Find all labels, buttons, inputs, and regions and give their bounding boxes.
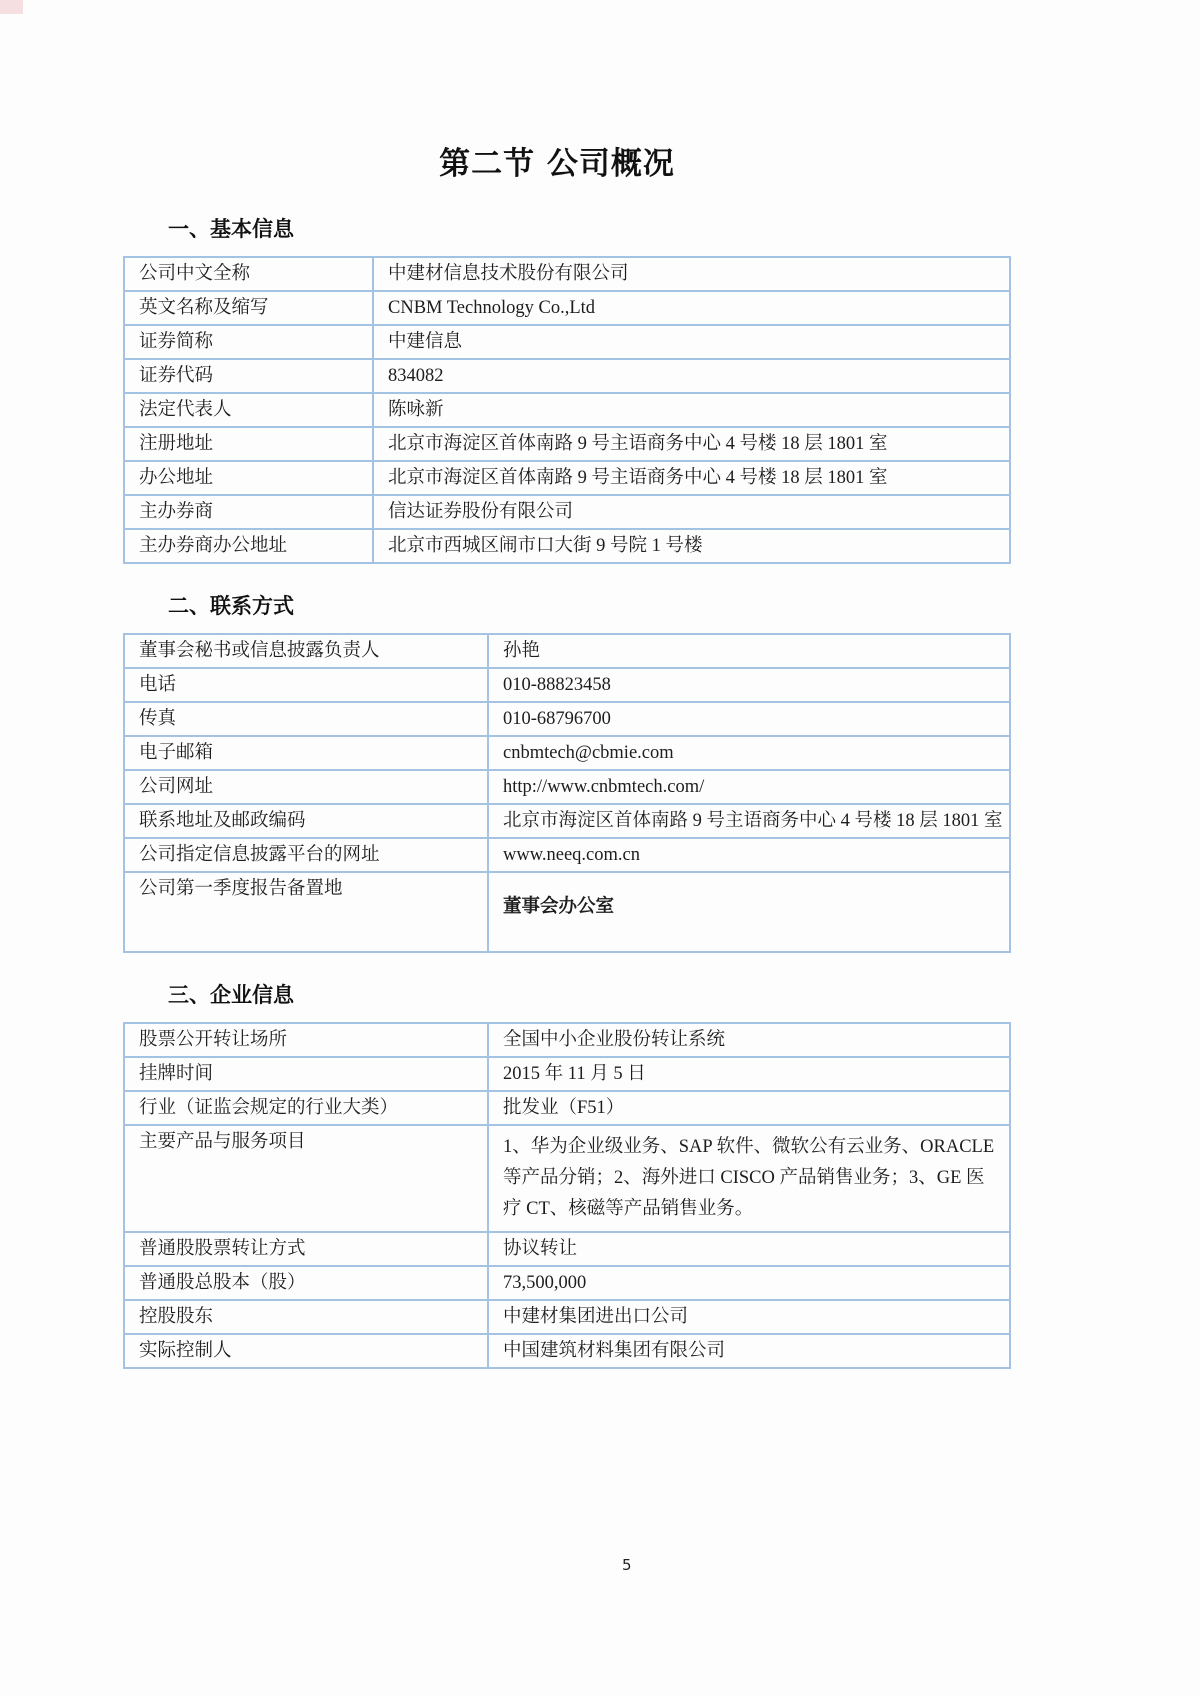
row-value: 董事会办公室 xyxy=(488,872,1010,952)
row-label: 电子邮箱 xyxy=(124,736,488,770)
table-row xyxy=(124,257,1010,291)
row-value: 中建材集团进出口公司 xyxy=(488,1300,1010,1334)
row-value: 孙艳 xyxy=(488,634,1010,668)
table-row xyxy=(124,804,1010,838)
row-value: 中国建筑材料集团有限公司 xyxy=(488,1334,1010,1368)
row-label: 公司第一季度报告备置地 xyxy=(124,872,488,952)
table-row xyxy=(124,1091,1010,1125)
table-row xyxy=(124,1023,1010,1057)
table-row xyxy=(124,1057,1010,1091)
company-info-table xyxy=(123,1022,1011,1369)
section-heading-contact-info: 二、联系方式 xyxy=(168,594,294,618)
row-label: 联系地址及邮政编码 xyxy=(124,804,488,838)
table-row xyxy=(124,291,1010,325)
scan-artifact xyxy=(0,0,23,14)
section-heading-company-info: 三、企业信息 xyxy=(168,983,294,1007)
row-label: 证券简称 xyxy=(124,325,373,359)
row-value: 陈咏新 xyxy=(373,393,1010,427)
row-label: 主要产品与服务项目 xyxy=(124,1125,488,1232)
row-value: 信达证券股份有限公司 xyxy=(373,495,1010,529)
row-value: 73,500,000 xyxy=(488,1266,1010,1300)
row-value: 北京市西城区闹市口大街 9 号院 1 号楼 xyxy=(373,529,1010,563)
row-label: 传真 xyxy=(124,702,488,736)
table-row xyxy=(124,872,1010,952)
row-value: 全国中小企业股份转让系统 xyxy=(488,1023,1010,1057)
table-row xyxy=(124,634,1010,668)
row-label: 行业（证监会规定的行业大类） xyxy=(124,1091,488,1125)
row-label: 普通股股票转让方式 xyxy=(124,1232,488,1266)
row-value: www.neeq.com.cn xyxy=(488,838,1010,872)
section-heading-basic-info: 一、基本信息 xyxy=(168,217,294,241)
row-value: 中建信息 xyxy=(373,325,1010,359)
table-row xyxy=(124,1232,1010,1266)
table-row xyxy=(124,1300,1010,1334)
page-number: 5 xyxy=(622,1556,632,1574)
row-label: 公司指定信息披露平台的网址 xyxy=(124,838,488,872)
table-row xyxy=(124,838,1010,872)
row-label: 电话 xyxy=(124,668,488,702)
row-label: 英文名称及缩写 xyxy=(124,291,373,325)
contact-info-table xyxy=(123,633,1011,953)
table-row xyxy=(124,461,1010,495)
table-row xyxy=(124,1125,1010,1232)
row-value: http://www.cnbmtech.com/ xyxy=(488,770,1010,804)
row-value: 010-88823458 xyxy=(488,668,1010,702)
table-row xyxy=(124,393,1010,427)
row-label: 普通股总股本（股） xyxy=(124,1266,488,1300)
row-value: CNBM Technology Co.,Ltd xyxy=(373,291,1010,325)
table-row xyxy=(124,325,1010,359)
row-label: 实际控制人 xyxy=(124,1334,488,1368)
row-value: 010-68796700 xyxy=(488,702,1010,736)
row-label: 主办券商办公地址 xyxy=(124,529,373,563)
row-value: 北京市海淀区首体南路 9 号主语商务中心 4 号楼 18 层 1801 室 xyxy=(373,427,1010,461)
row-label: 公司网址 xyxy=(124,770,488,804)
row-label: 公司中文全称 xyxy=(124,257,373,291)
table-row xyxy=(124,736,1010,770)
row-label: 控股股东 xyxy=(124,1300,488,1334)
row-value: cnbmtech@cbmie.com xyxy=(488,736,1010,770)
table-row xyxy=(124,668,1010,702)
row-value: 北京市海淀区首体南路 9 号主语商务中心 4 号楼 18 层 1801 室 xyxy=(488,804,1010,838)
row-label: 股票公开转让场所 xyxy=(124,1023,488,1057)
row-value: 2015 年 11 月 5 日 xyxy=(488,1057,1010,1091)
row-label: 办公地址 xyxy=(124,461,373,495)
page-title: 第二节 公司概况 xyxy=(439,146,675,182)
table-row xyxy=(124,529,1010,563)
row-label: 挂牌时间 xyxy=(124,1057,488,1091)
table-row xyxy=(124,1334,1010,1368)
table-row xyxy=(124,495,1010,529)
row-value: 1、华为企业级业务、SAP 软件、微软公有云业务、ORACLE 等产品分销；2、海外进口 CISCO 产品销售业务；3、GE 医疗 CT、核磁等产品销售业务。 xyxy=(488,1125,1010,1232)
page-content xyxy=(123,0,1011,1369)
section-company-info xyxy=(123,979,1011,1369)
row-label: 注册地址 xyxy=(124,427,373,461)
section-contact-info xyxy=(123,590,1011,953)
row-label: 法定代表人 xyxy=(124,393,373,427)
row-value: 834082 xyxy=(373,359,1010,393)
table-row xyxy=(124,770,1010,804)
table-row xyxy=(124,1266,1010,1300)
row-value: 中建材信息技术股份有限公司 xyxy=(373,257,1010,291)
row-label: 主办券商 xyxy=(124,495,373,529)
row-value: 北京市海淀区首体南路 9 号主语商务中心 4 号楼 18 层 1801 室 xyxy=(373,461,1010,495)
row-label: 董事会秘书或信息披露负责人 xyxy=(124,634,488,668)
table-row xyxy=(124,427,1010,461)
row-value: 协议转让 xyxy=(488,1232,1010,1266)
section-basic-info xyxy=(123,213,1011,564)
row-value: 批发业（F51） xyxy=(488,1091,1010,1125)
basic-info-table xyxy=(123,256,1011,564)
row-label: 证券代码 xyxy=(124,359,373,393)
table-row xyxy=(124,359,1010,393)
table-row xyxy=(124,702,1010,736)
